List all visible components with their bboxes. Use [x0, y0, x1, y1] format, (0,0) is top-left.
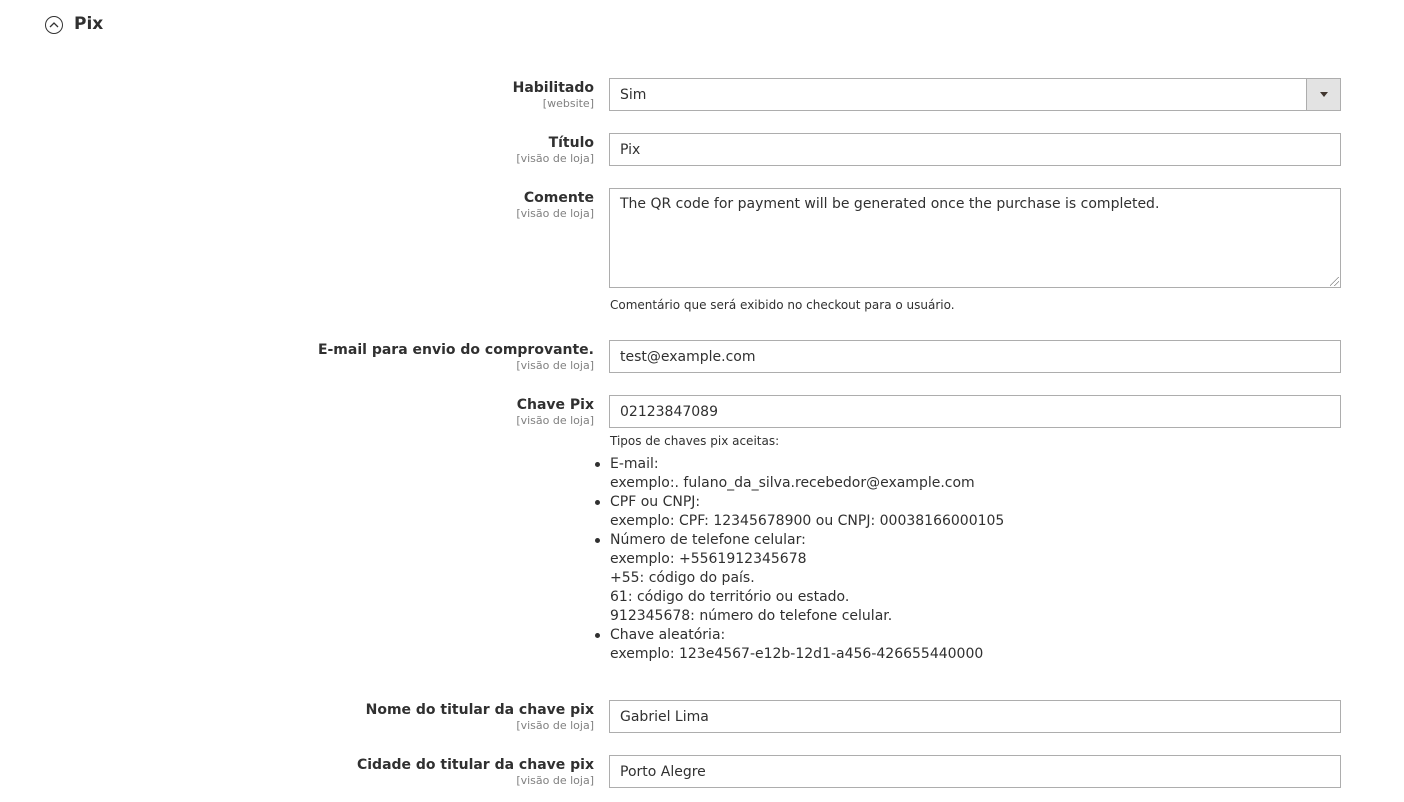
holder-name-input-value: Gabriel Lima: [620, 709, 709, 725]
email-input[interactable]: [609, 340, 1341, 373]
scope-text: [visão de loja]: [516, 207, 594, 220]
holder-name-input[interactable]: [609, 700, 1341, 733]
pix-key-note: Tipos de chaves pix aceitas:: [610, 434, 780, 448]
label-text: E-mail para envio do comprovante.: [317, 342, 594, 358]
scope-text: [visão de loja]: [516, 359, 594, 372]
label-text: Comente: [523, 190, 594, 206]
list-item-line: exemplo: +5561912345678: [610, 551, 807, 567]
comment-note: Comentário que será exibido no checkout para o usuário.: [610, 298, 955, 312]
list-item-line: 61: código do território ou estado.: [610, 589, 850, 605]
chevron-up-icon[interactable]: [45, 16, 63, 34]
list-item-line: Número de telefone celular:: [610, 532, 806, 548]
label-text: Nome do titular da chave pix: [365, 702, 594, 718]
title-input[interactable]: [609, 133, 1341, 166]
pix-key-input[interactable]: [609, 395, 1341, 428]
comment-textarea[interactable]: [609, 188, 1341, 288]
list-item-line: 912345678: número do telefone celular.: [610, 608, 893, 624]
list-item-line: exemplo: CPF: 12345678900 ou CNPJ: 00038166000105: [610, 513, 1005, 529]
list-item: [610, 531, 1004, 626]
holder-city-input-value: Porto Alegre: [620, 764, 706, 780]
enabled-select[interactable]: [609, 78, 1341, 111]
scope-text: [website]: [542, 97, 594, 110]
field-label-pix-key: [516, 396, 594, 427]
pix-key-input-value: 02123847089: [620, 404, 718, 420]
scope-text: [visão de loja]: [516, 774, 594, 787]
scope-text: [visão de loja]: [516, 152, 594, 165]
field-label-holder-name: [366, 701, 594, 732]
label-text: Chave Pix: [516, 397, 594, 413]
scope-text: [visão de loja]: [516, 719, 594, 732]
label-text: Título: [548, 135, 594, 151]
holder-city-input[interactable]: [609, 755, 1341, 788]
pix-key-types-list: [610, 455, 1004, 664]
section-toggle-pix[interactable]: [45, 14, 103, 34]
email-input-value: test@example.com: [620, 349, 756, 365]
field-label-holder-city: [357, 756, 594, 787]
chevron-down-icon: [1320, 92, 1328, 97]
scope-text: [visão de loja]: [516, 414, 594, 427]
select-arrow-button[interactable]: [1306, 79, 1340, 110]
list-item: [610, 493, 1004, 531]
resize-handle[interactable]: [1330, 277, 1339, 286]
list-item: [610, 455, 1004, 493]
comment-textarea-value: The QR code for payment will be generated once the purchase is completed.: [620, 196, 1160, 212]
list-item-line: +55: código do país.: [610, 570, 755, 586]
list-item-line: CPF ou CNPJ:: [610, 494, 701, 510]
field-label-enabled: [513, 79, 594, 110]
field-label-email: [318, 341, 594, 372]
list-item-line: E-mail:: [610, 456, 659, 472]
label-text: Cidade do titular da chave pix: [356, 757, 594, 773]
field-label-comment: [516, 189, 594, 220]
field-label-title: [516, 134, 594, 165]
list-item-line: exemplo: 123e4567-e12b-12d1-a456-426655440000: [610, 646, 984, 662]
label-text: Habilitado: [512, 80, 594, 96]
list-item: [610, 626, 1004, 664]
list-item-line: exemplo:. fulano_da_silva.recebedor@example.com: [610, 475, 975, 491]
title-input-value: Pix: [620, 142, 641, 158]
enabled-select-value: Sim: [620, 87, 647, 103]
section-title: Pix: [74, 14, 104, 34]
list-item-line: Chave aleatória:: [610, 627, 726, 643]
